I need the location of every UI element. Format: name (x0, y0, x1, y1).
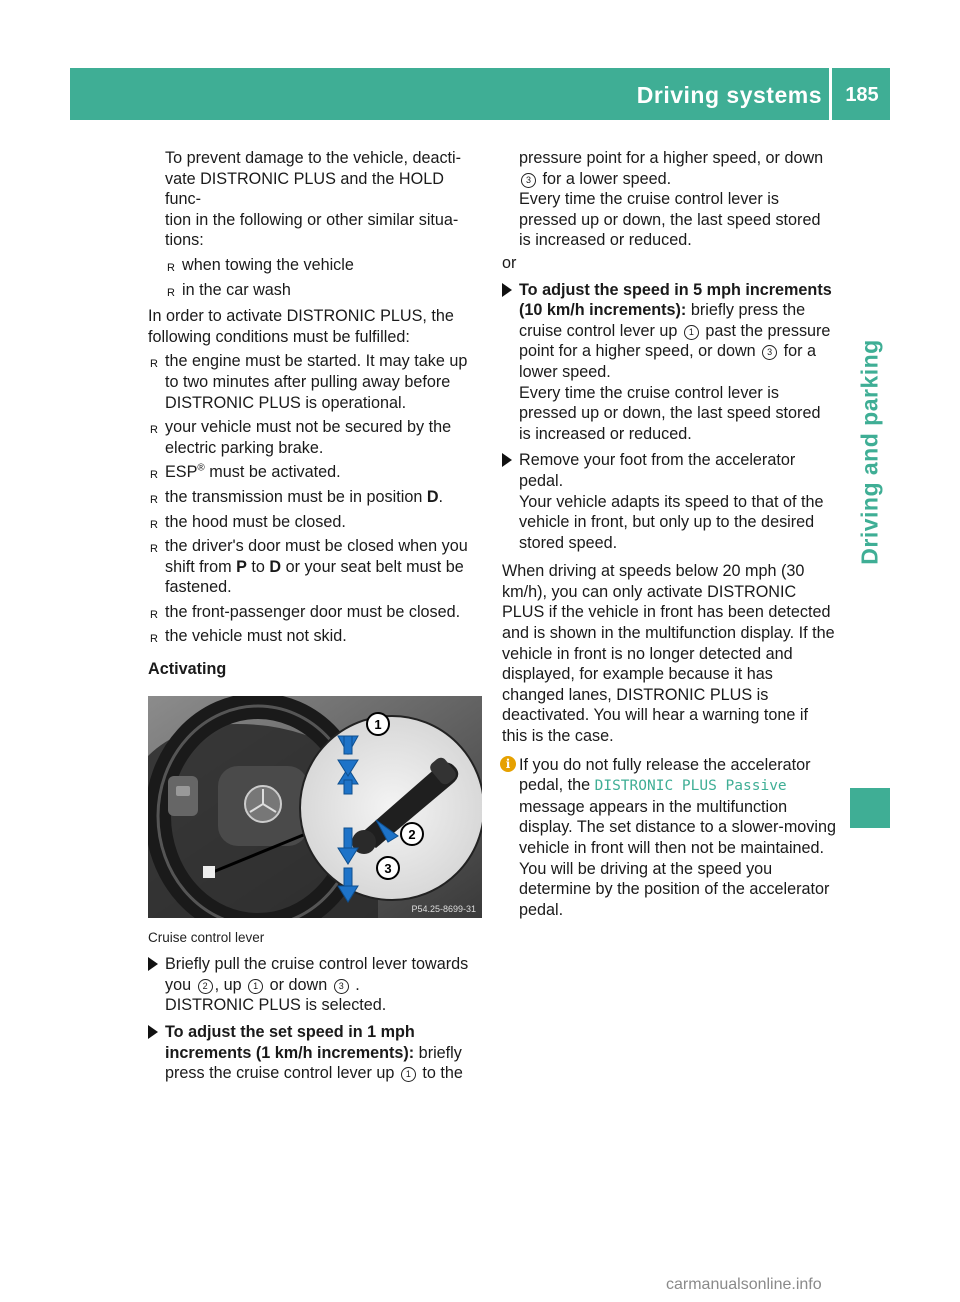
footer-watermark: carmanualsonline.info (666, 1276, 822, 1293)
or-separator: or (502, 253, 517, 272)
intro-line: tions: (165, 231, 204, 250)
page-number: 185 (845, 84, 879, 106)
instruction-step: Briefly pull the cruise control lever towards you 2 , up 1 or down 3 . DISTRONIC PLUS is selected. (148, 954, 482, 1016)
list-item: R in the car wash (167, 280, 291, 299)
info-note: i If you do not fully release the accelerator pedal, the DISTRONIC PLUS Passive message appears in the multifunction display. The set distance to a slower-moving vehicle in front will then not be maintained. You will be driving at the speed you determine by the position of the accelerator pedal. (502, 755, 836, 921)
side-tab-text: Driving and parking (856, 339, 883, 565)
list-item: R the front-passenger door must be closed. (150, 602, 461, 621)
conditions-intro: In order to activate DISTRONIC PLUS, the following conditions must be fulfilled: (148, 307, 454, 346)
list-item: R ESP® must be activated. (150, 462, 341, 482)
list-item: R the transmission must be in position D. (150, 487, 444, 506)
step-arrow-icon (148, 957, 158, 971)
callout-label: 3 (384, 860, 392, 876)
callout-label: 2 (408, 826, 416, 842)
side-tab-marker (850, 788, 890, 828)
step-arrow-icon (502, 283, 512, 297)
cruise-control-lever-figure (148, 696, 482, 918)
chapter-title: Driving systems (636, 82, 822, 108)
intro-paragraph (148, 148, 482, 300)
intro-line: To prevent damage to the vehicle, deacti- (165, 149, 462, 167)
list-item: R the engine must be started. It may take up to two minutes after pulling away before DISTRONIC PLUS is operational. (150, 352, 468, 412)
conditions-list (148, 351, 482, 647)
step-arrow-icon (502, 453, 512, 467)
steering-wheel-illustration (148, 696, 482, 918)
step-continuation: pressure point for a higher speed, or down 3 for a lower speed. Every time the cruise control lever is pressed up or down, the last speed stored is increased or reduced. (502, 148, 836, 251)
list-item: R when towing the vehicle (167, 255, 354, 274)
list-item: R the vehicle must not skid. (150, 627, 347, 646)
callout-label: 1 (374, 716, 382, 732)
list-item: R the hood must be closed. (150, 512, 346, 531)
section-heading: Activating (148, 660, 227, 679)
header-divider (829, 68, 832, 120)
situations-list (165, 255, 482, 300)
left-column (148, 148, 482, 1084)
instruction-step: To adjust the set speed in 1 mph increments (1 km/h increments): briefly press the cruise control lever up 1 to the (148, 1022, 482, 1084)
list-item: R the driver's door must be closed when you shift from P to D or your seat belt must be fastened. (150, 537, 468, 597)
list-item: R your vehicle must not be secured by the electric parking brake. (150, 418, 452, 457)
intro-line: tion in the following or other similar situa- (165, 210, 459, 229)
instruction-step: Remove your foot from the accelerator pedal. Your vehicle adapts its speed to that of the vehicle in front, but only up to the desired stored speed. (502, 450, 836, 553)
step-result: Every time the cruise control lever is pressed up or down, the last speed stored is increased or reduced. (519, 190, 821, 250)
chapter-header-bar (70, 68, 890, 120)
step-arrow-icon (148, 1025, 158, 1039)
info-icon: i (500, 756, 516, 772)
step-result: Your vehicle adapts its speed to that of the vehicle in front, but only up to the desired stored speed. (519, 492, 824, 552)
side-tab-label (850, 252, 890, 652)
intro-line: vate DISTRONIC PLUS and the HOLD func- (165, 169, 444, 209)
instruction-step: To adjust the speed in 5 mph increments (10 km/h increments): briefly press the cruise control lever up 1 past the pressure point for a higher speed, or down 3 for a lower speed. Every time the cruise control lever is pressed up or down, the last speed stored is increased or reduced. (502, 280, 836, 445)
body-paragraph: When driving at speeds below 20 mph (30 km/h), you can only activate DISTRONIC PLUS if the vehicle in front has been detected and is shown in the multifunction display. If the vehicle in front is no longer detected and displayed, for example because it has changed lanes, DISTRONIC PLUS is deactivated. You will hear a warning tone if this is the case. (502, 562, 835, 746)
step-result: DISTRONIC PLUS is selected. (165, 996, 387, 1015)
figure-code: P54.25-8699-31 (411, 903, 476, 914)
display-message: DISTRONIC PLUS Passive (594, 778, 787, 795)
step-result: Every time the cruise control lever is pressed up or down, the last speed stored is increased or reduced. (519, 383, 821, 443)
figure-caption: Cruise control lever (148, 929, 265, 945)
right-column (502, 148, 836, 920)
